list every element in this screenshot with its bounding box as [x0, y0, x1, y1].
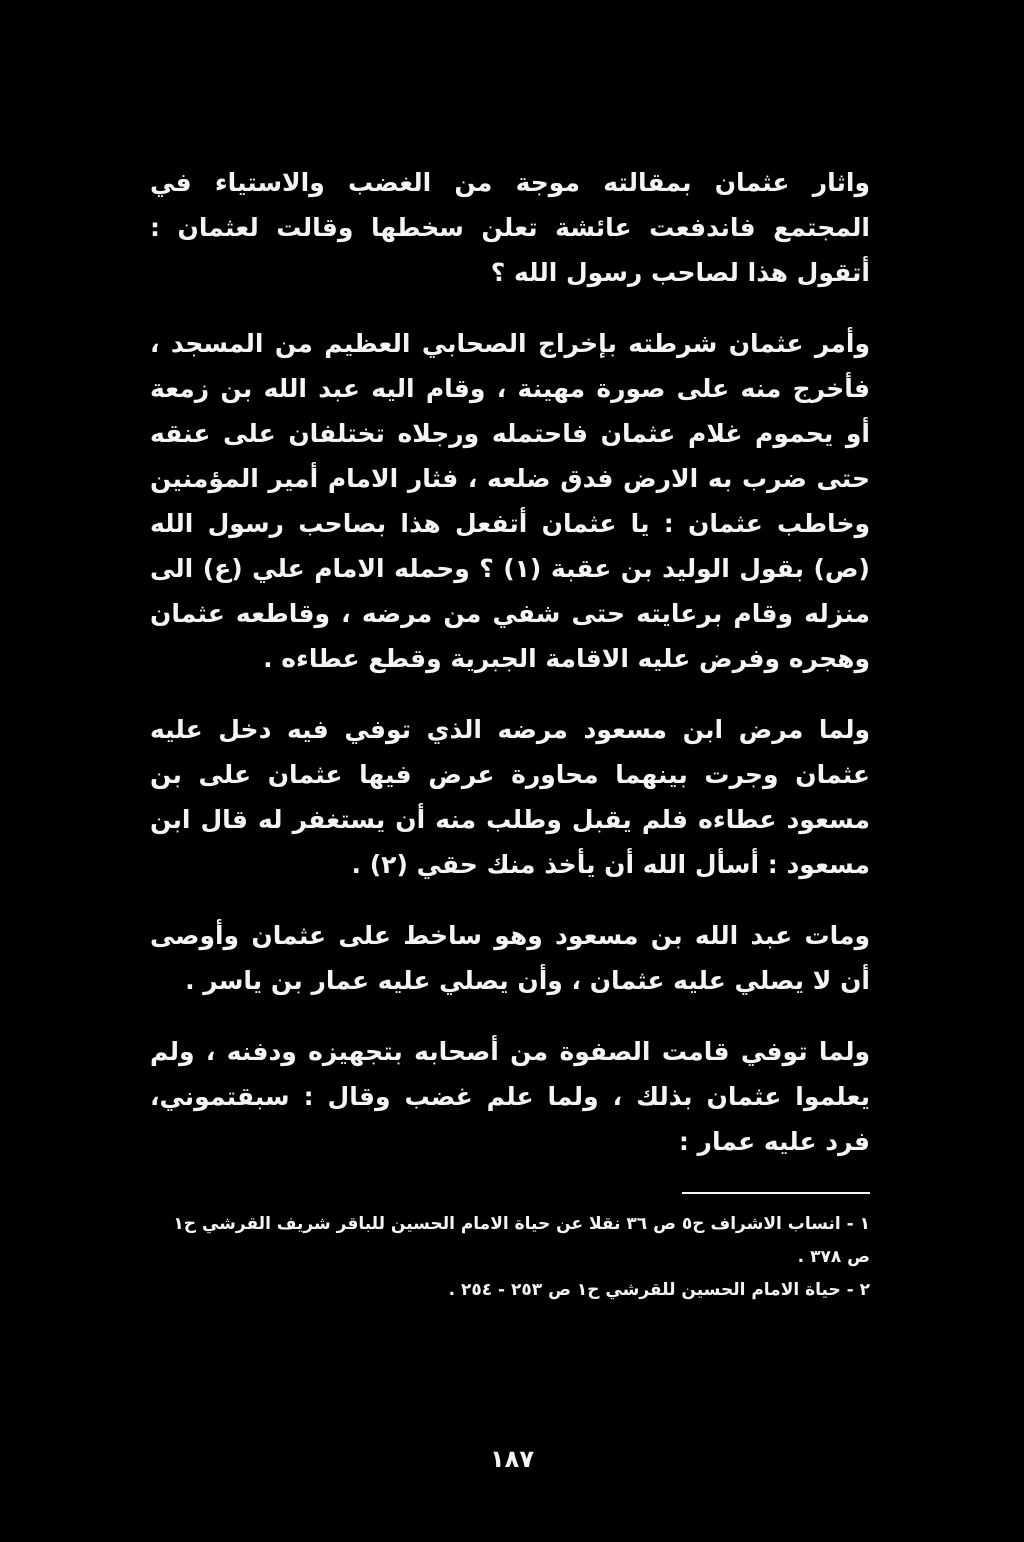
footnote: ١ - انساب الاشراف ح٥ ص ٣٦ نقلا عن حياة الامام الحسين للباقر شريف القرشي ح١ ص ٣٧٨ . — [173, 1214, 870, 1267]
footnote: ٢ - حياة الامام الحسين للقرشي ح١ ص ٢٥٣ - ٢٥٤ . — [448, 1280, 870, 1300]
paragraph: ولما مرض ابن مسعود مرضه الذي توفي فيه دخل عليه عثمان وجرت بينهما محاورة عرض فيها عثمان على بن مسعود عطاءه فلم يقبل وطلب منه أن يستغفر له قال ابن مسعود : أسأل الله أن يأخذ منك حقي (٢) . — [150, 715, 870, 879]
paragraph: وأمر عثمان شرطته بإخراج الصحابي العظيم من المسجد ، فأخرج منه على صورة مهينة ، وقام اليه عبد الله بن زمعة أو يحموم غلام عثمان فاحتمله ورجلاه تختلفان على عنقه حتى ضرب به الارض فدق ضلعه ، فثار الامام أمير المؤمنين وخاطب عثمان : يا عثمان أتفعل هذا بصاحب رسول الله (ص) بقول الوليد بن عقبة (١) ؟ وحمله الامام علي (ع) الى منزله وقام برعايته حتى شفي من مرضه ، وقاطعه عثمان وهجره وفرض عليه الاقامة الجبرية وقطع عطاءه . — [150, 329, 870, 673]
paragraph: ولما توفي قامت الصفوة من أصحابه بتجهيزه ودفنه ، ولم يعلموا عثمان بذلك ، ولما علم غضب وقال : سبقتموني، فرد عليه عمار : — [150, 1037, 870, 1156]
paragraph: واثار عثمان بمقالته موجة من الغضب والاستياء في المجتمع فاندفعت عائشة تعلن سخطها وقالت لعثمان : أتقول هذا لصاحب رسول الله ؟ — [150, 168, 870, 287]
page-body — [150, 160, 870, 1307]
paragraph: ومات عبد الله بن مسعود وهو ساخط على عثمان وأوصى أن لا يصلي عليه عثمان ، وأن يصلي عليه عمار بن ياسر . — [150, 921, 870, 995]
page-number: ١٨٧ — [490, 1445, 534, 1473]
footnote-divider — [682, 1192, 870, 1194]
